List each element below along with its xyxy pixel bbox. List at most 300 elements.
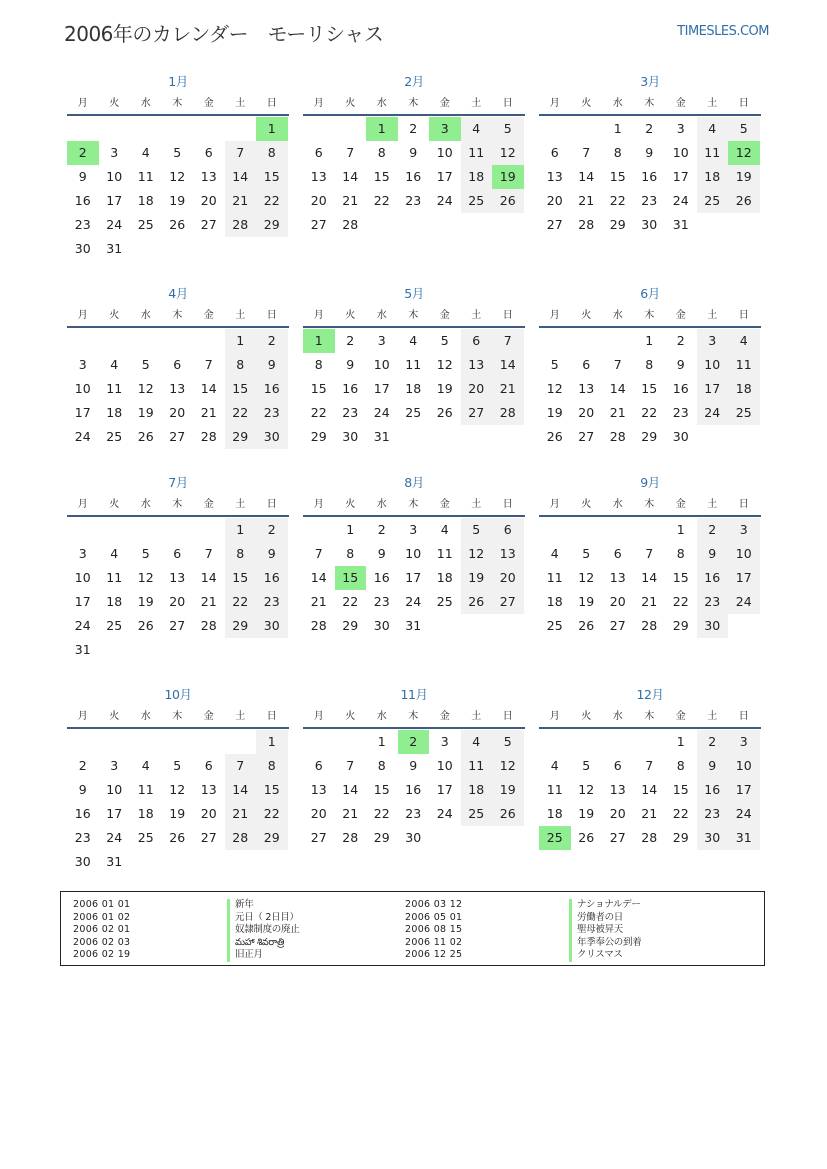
day-cell[interactable]: 14 (578, 169, 595, 184)
day-cell[interactable]: 18 (728, 377, 760, 401)
day-cell[interactable]: 13 (310, 169, 327, 184)
day-cell[interactable]: 15 (225, 377, 257, 401)
holiday-cell[interactable]: 1 (366, 117, 398, 141)
day-cell[interactable]: 3 (78, 357, 87, 372)
day-cell[interactable]: 4 (550, 546, 559, 561)
day-cell[interactable]: 30 (697, 826, 729, 850)
day-cell[interactable]: 19 (728, 165, 760, 189)
day-cell[interactable]: 26 (169, 217, 186, 232)
day-cell[interactable]: 26 (578, 618, 595, 633)
day-cell[interactable]: 16 (405, 169, 422, 184)
site-logo[interactable]: TIMESLES.COM (677, 24, 769, 39)
day-cell[interactable]: 18 (137, 806, 154, 821)
day-cell[interactable]: 4 (409, 333, 418, 348)
day-cell[interactable]: 26 (461, 590, 493, 614)
day-cell[interactable]: 11 (461, 754, 493, 778)
day-cell[interactable]: 12 (169, 782, 186, 797)
day-cell[interactable]: 28 (342, 830, 359, 845)
day-cell[interactable]: 22 (310, 405, 327, 420)
day-cell[interactable]: 16 (697, 566, 729, 590)
day-cell[interactable]: 27 (609, 618, 626, 633)
day-cell[interactable]: 10 (373, 357, 390, 372)
day-cell[interactable]: 24 (697, 401, 729, 425)
day-cell[interactable]: 7 (613, 357, 622, 372)
day-cell[interactable]: 8 (645, 357, 654, 372)
day-cell[interactable]: 13 (578, 381, 595, 396)
day-cell[interactable]: 18 (461, 165, 493, 189)
day-cell[interactable]: 14 (641, 782, 658, 797)
day-cell[interactable]: 16 (405, 782, 422, 797)
day-cell[interactable]: 15 (256, 778, 288, 802)
day-cell[interactable]: 28 (310, 618, 327, 633)
day-cell[interactable]: 24 (74, 618, 91, 633)
day-cell[interactable]: 21 (342, 806, 359, 821)
day-cell[interactable]: 22 (641, 405, 658, 420)
day-cell[interactable]: 30 (405, 830, 422, 845)
day-cell[interactable]: 20 (609, 594, 626, 609)
day-cell[interactable]: 12 (169, 169, 186, 184)
day-cell[interactable]: 28 (200, 429, 217, 444)
day-cell[interactable]: 26 (546, 429, 563, 444)
day-cell[interactable]: 7 (582, 145, 591, 160)
day-cell[interactable]: 20 (200, 806, 217, 821)
day-cell[interactable]: 16 (641, 169, 658, 184)
day-cell[interactable]: 10 (728, 542, 760, 566)
day-cell[interactable]: 26 (436, 405, 453, 420)
day-cell[interactable]: 14 (492, 353, 524, 377)
day-cell[interactable]: 3 (697, 329, 729, 353)
day-cell[interactable]: 15 (225, 566, 257, 590)
holiday-cell[interactable]: 1 (256, 117, 288, 141)
day-cell[interactable]: 8 (346, 546, 355, 561)
day-cell[interactable]: 27 (169, 429, 186, 444)
day-cell[interactable]: 6 (204, 145, 213, 160)
day-cell[interactable]: 9 (78, 169, 87, 184)
day-cell[interactable]: 6 (582, 357, 591, 372)
day-cell[interactable]: 29 (641, 429, 658, 444)
day-cell[interactable]: 26 (169, 830, 186, 845)
day-cell[interactable]: 18 (461, 778, 493, 802)
day-cell[interactable]: 30 (256, 425, 288, 449)
day-cell[interactable]: 3 (110, 145, 119, 160)
day-cell[interactable]: 2 (645, 121, 654, 136)
day-cell[interactable]: 8 (256, 141, 288, 165)
day-cell[interactable]: 7 (492, 329, 524, 353)
day-cell[interactable]: 6 (173, 546, 182, 561)
day-cell[interactable]: 31 (373, 429, 390, 444)
day-cell[interactable]: 5 (582, 546, 591, 561)
day-cell[interactable]: 1 (346, 522, 355, 537)
day-cell[interactable]: 12 (492, 754, 524, 778)
day-cell[interactable]: 15 (641, 381, 658, 396)
day-cell[interactable]: 31 (74, 642, 91, 657)
day-cell[interactable]: 23 (641, 193, 658, 208)
day-cell[interactable]: 21 (342, 193, 359, 208)
day-cell[interactable]: 14 (225, 778, 257, 802)
day-cell[interactable]: 17 (728, 566, 760, 590)
day-cell[interactable]: 19 (169, 193, 186, 208)
day-cell[interactable]: 1 (645, 333, 654, 348)
day-cell[interactable]: 25 (137, 217, 154, 232)
day-cell[interactable]: 4 (461, 730, 493, 754)
day-cell[interactable]: 17 (436, 782, 453, 797)
day-cell[interactable]: 14 (310, 570, 327, 585)
day-cell[interactable]: 26 (137, 429, 154, 444)
day-cell[interactable]: 21 (310, 594, 327, 609)
day-cell[interactable]: 27 (578, 429, 595, 444)
day-cell[interactable]: 1 (225, 518, 257, 542)
day-cell[interactable]: 29 (672, 618, 689, 633)
day-cell[interactable]: 28 (342, 217, 359, 232)
day-cell[interactable]: 16 (373, 570, 390, 585)
day-cell[interactable]: 21 (225, 189, 257, 213)
day-cell[interactable]: 28 (225, 213, 257, 237)
day-cell[interactable]: 8 (676, 758, 685, 773)
day-cell[interactable]: 7 (225, 754, 257, 778)
day-cell[interactable]: 14 (342, 782, 359, 797)
day-cell[interactable]: 15 (672, 570, 689, 585)
day-cell[interactable]: 29 (310, 429, 327, 444)
day-cell[interactable]: 6 (314, 145, 323, 160)
day-cell[interactable]: 16 (74, 193, 91, 208)
day-cell[interactable]: 20 (578, 405, 595, 420)
day-cell[interactable]: 30 (641, 217, 658, 232)
day-cell[interactable]: 5 (141, 357, 150, 372)
day-cell[interactable]: 27 (492, 590, 524, 614)
day-cell[interactable]: 21 (641, 806, 658, 821)
day-cell[interactable]: 7 (346, 758, 355, 773)
day-cell[interactable]: 12 (578, 570, 595, 585)
day-cell[interactable]: 4 (110, 357, 119, 372)
day-cell[interactable]: 15 (373, 782, 390, 797)
day-cell[interactable]: 6 (492, 518, 524, 542)
day-cell[interactable]: 28 (609, 429, 626, 444)
day-cell[interactable]: 27 (609, 830, 626, 845)
day-cell[interactable]: 14 (342, 169, 359, 184)
day-cell[interactable]: 24 (106, 830, 123, 845)
day-cell[interactable]: 17 (106, 193, 123, 208)
day-cell[interactable]: 31 (106, 241, 123, 256)
day-cell[interactable]: 3 (409, 522, 418, 537)
day-cell[interactable]: 24 (405, 594, 422, 609)
day-cell[interactable]: 13 (169, 381, 186, 396)
day-cell[interactable]: 24 (728, 590, 760, 614)
day-cell[interactable]: 25 (106, 618, 123, 633)
day-cell[interactable]: 12 (137, 570, 154, 585)
day-cell[interactable]: 15 (672, 782, 689, 797)
day-cell[interactable]: 20 (546, 193, 563, 208)
day-cell[interactable]: 20 (169, 405, 186, 420)
day-cell[interactable]: 18 (436, 570, 453, 585)
day-cell[interactable]: 31 (672, 217, 689, 232)
day-cell[interactable]: 20 (609, 806, 626, 821)
day-cell[interactable]: 2 (78, 758, 87, 773)
day-cell[interactable]: 5 (728, 117, 760, 141)
day-cell[interactable]: 29 (225, 425, 257, 449)
day-cell[interactable]: 11 (137, 782, 154, 797)
day-cell[interactable]: 13 (609, 782, 626, 797)
day-cell[interactable]: 3 (78, 546, 87, 561)
day-cell[interactable]: 20 (169, 594, 186, 609)
day-cell[interactable]: 26 (578, 830, 595, 845)
day-cell[interactable]: 6 (314, 758, 323, 773)
day-cell[interactable]: 9 (256, 353, 288, 377)
day-cell[interactable]: 24 (74, 429, 91, 444)
day-cell[interactable]: 28 (578, 217, 595, 232)
day-cell[interactable]: 11 (106, 570, 123, 585)
holiday-cell[interactable]: 2 (398, 730, 430, 754)
day-cell[interactable]: 9 (697, 542, 729, 566)
day-cell[interactable]: 14 (200, 570, 217, 585)
holiday-cell[interactable]: 2 (67, 141, 99, 165)
day-cell[interactable]: 23 (256, 590, 288, 614)
day-cell[interactable]: 3 (728, 518, 760, 542)
day-cell[interactable]: 27 (310, 830, 327, 845)
day-cell[interactable]: 12 (461, 542, 493, 566)
day-cell[interactable]: 6 (613, 546, 622, 561)
day-cell[interactable]: 20 (200, 193, 217, 208)
day-cell[interactable]: 3 (440, 734, 449, 749)
day-cell[interactable]: 11 (436, 546, 453, 561)
day-cell[interactable]: 10 (74, 381, 91, 396)
day-cell[interactable]: 12 (492, 141, 524, 165)
day-cell[interactable]: 22 (672, 594, 689, 609)
day-cell[interactable]: 7 (225, 141, 257, 165)
day-cell[interactable]: 25 (137, 830, 154, 845)
day-cell[interactable]: 18 (546, 594, 563, 609)
day-cell[interactable]: 29 (609, 217, 626, 232)
day-cell[interactable]: 11 (546, 782, 563, 797)
day-cell[interactable]: 4 (141, 145, 150, 160)
day-cell[interactable]: 18 (546, 806, 563, 821)
day-cell[interactable]: 2 (697, 730, 729, 754)
day-cell[interactable]: 11 (546, 570, 563, 585)
day-cell[interactable]: 8 (256, 754, 288, 778)
day-cell[interactable]: 18 (137, 193, 154, 208)
day-cell[interactable]: 9 (78, 782, 87, 797)
day-cell[interactable]: 19 (137, 405, 154, 420)
day-cell[interactable]: 27 (310, 217, 327, 232)
day-cell[interactable]: 23 (405, 806, 422, 821)
day-cell[interactable]: 24 (728, 802, 760, 826)
day-cell[interactable]: 29 (256, 826, 288, 850)
day-cell[interactable]: 16 (256, 566, 288, 590)
day-cell[interactable]: 5 (461, 518, 493, 542)
day-cell[interactable]: 10 (436, 145, 453, 160)
day-cell[interactable]: 16 (256, 377, 288, 401)
day-cell[interactable]: 21 (578, 193, 595, 208)
day-cell[interactable]: 22 (609, 193, 626, 208)
day-cell[interactable]: 11 (405, 357, 422, 372)
day-cell[interactable]: 10 (106, 169, 123, 184)
day-cell[interactable]: 29 (225, 614, 257, 638)
day-cell[interactable]: 22 (373, 193, 390, 208)
day-cell[interactable]: 17 (74, 405, 91, 420)
day-cell[interactable]: 27 (200, 217, 217, 232)
day-cell[interactable]: 11 (461, 141, 493, 165)
holiday-cell[interactable]: 12 (728, 141, 760, 165)
day-cell[interactable]: 10 (672, 145, 689, 160)
day-cell[interactable]: 25 (461, 802, 493, 826)
day-cell[interactable]: 17 (436, 169, 453, 184)
day-cell[interactable]: 5 (440, 333, 449, 348)
day-cell[interactable]: 24 (672, 193, 689, 208)
day-cell[interactable]: 6 (204, 758, 213, 773)
day-cell[interactable]: 31 (106, 854, 123, 869)
day-cell[interactable]: 11 (697, 141, 729, 165)
day-cell[interactable]: 26 (728, 189, 760, 213)
day-cell[interactable]: 21 (225, 802, 257, 826)
day-cell[interactable]: 7 (314, 546, 323, 561)
day-cell[interactable]: 19 (578, 594, 595, 609)
day-cell[interactable]: 5 (173, 758, 182, 773)
day-cell[interactable]: 10 (697, 353, 729, 377)
day-cell[interactable]: 18 (106, 405, 123, 420)
day-cell[interactable]: 24 (436, 806, 453, 821)
day-cell[interactable]: 2 (697, 518, 729, 542)
day-cell[interactable]: 16 (342, 381, 359, 396)
day-cell[interactable]: 5 (550, 357, 559, 372)
day-cell[interactable]: 22 (225, 590, 257, 614)
day-cell[interactable]: 2 (256, 518, 288, 542)
day-cell[interactable]: 1 (377, 734, 386, 749)
day-cell[interactable]: 9 (409, 145, 418, 160)
day-cell[interactable]: 29 (672, 830, 689, 845)
day-cell[interactable]: 10 (405, 546, 422, 561)
day-cell[interactable]: 23 (74, 217, 91, 232)
day-cell[interactable]: 12 (436, 357, 453, 372)
day-cell[interactable]: 17 (672, 169, 689, 184)
day-cell[interactable]: 28 (641, 830, 658, 845)
day-cell[interactable]: 25 (728, 401, 760, 425)
day-cell[interactable]: 8 (314, 357, 323, 372)
day-cell[interactable]: 4 (141, 758, 150, 773)
day-cell[interactable]: 25 (106, 429, 123, 444)
day-cell[interactable]: 10 (436, 758, 453, 773)
day-cell[interactable]: 5 (492, 730, 524, 754)
day-cell[interactable]: 22 (342, 594, 359, 609)
day-cell[interactable]: 14 (200, 381, 217, 396)
day-cell[interactable]: 20 (492, 566, 524, 590)
day-cell[interactable]: 8 (613, 145, 622, 160)
day-cell[interactable]: 18 (405, 381, 422, 396)
day-cell[interactable]: 26 (137, 618, 154, 633)
day-cell[interactable]: 7 (204, 546, 213, 561)
day-cell[interactable]: 17 (728, 778, 760, 802)
day-cell[interactable]: 1 (225, 329, 257, 353)
day-cell[interactable]: 30 (672, 429, 689, 444)
day-cell[interactable]: 15 (256, 165, 288, 189)
day-cell[interactable]: 30 (74, 854, 91, 869)
day-cell[interactable]: 12 (137, 381, 154, 396)
day-cell[interactable]: 11 (728, 353, 760, 377)
day-cell[interactable]: 13 (200, 782, 217, 797)
day-cell[interactable]: 16 (74, 806, 91, 821)
day-cell[interactable]: 25 (546, 618, 563, 633)
day-cell[interactable]: 1 (613, 121, 622, 136)
day-cell[interactable]: 20 (310, 193, 327, 208)
day-cell[interactable]: 6 (173, 357, 182, 372)
day-cell[interactable]: 3 (676, 121, 685, 136)
day-cell[interactable]: 10 (728, 754, 760, 778)
day-cell[interactable]: 11 (106, 381, 123, 396)
day-cell[interactable]: 3 (728, 730, 760, 754)
day-cell[interactable]: 2 (346, 333, 355, 348)
day-cell[interactable]: 21 (492, 377, 524, 401)
day-cell[interactable]: 3 (377, 333, 386, 348)
day-cell[interactable]: 9 (697, 754, 729, 778)
day-cell[interactable]: 25 (697, 189, 729, 213)
day-cell[interactable]: 8 (676, 546, 685, 561)
holiday-cell[interactable]: 25 (539, 826, 571, 850)
day-cell[interactable]: 21 (200, 405, 217, 420)
day-cell[interactable]: 15 (310, 381, 327, 396)
day-cell[interactable]: 19 (461, 566, 493, 590)
day-cell[interactable]: 9 (409, 758, 418, 773)
day-cell[interactable]: 19 (546, 405, 563, 420)
day-cell[interactable]: 24 (436, 193, 453, 208)
day-cell[interactable]: 6 (550, 145, 559, 160)
day-cell[interactable]: 23 (697, 590, 729, 614)
day-cell[interactable]: 10 (106, 782, 123, 797)
day-cell[interactable]: 13 (310, 782, 327, 797)
day-cell[interactable]: 7 (645, 758, 654, 773)
day-cell[interactable]: 27 (546, 217, 563, 232)
holiday-cell[interactable]: 19 (492, 165, 524, 189)
holiday-cell[interactable]: 3 (429, 117, 461, 141)
day-cell[interactable]: 27 (461, 401, 493, 425)
day-cell[interactable]: 9 (346, 357, 355, 372)
day-cell[interactable]: 25 (436, 594, 453, 609)
day-cell[interactable]: 14 (641, 570, 658, 585)
day-cell[interactable]: 23 (672, 405, 689, 420)
day-cell[interactable]: 25 (461, 189, 493, 213)
day-cell[interactable]: 7 (645, 546, 654, 561)
day-cell[interactable]: 15 (609, 169, 626, 184)
day-cell[interactable]: 17 (697, 377, 729, 401)
day-cell[interactable]: 21 (609, 405, 626, 420)
day-cell[interactable]: 30 (697, 614, 729, 638)
day-cell[interactable]: 19 (492, 778, 524, 802)
day-cell[interactable]: 19 (436, 381, 453, 396)
day-cell[interactable]: 22 (256, 189, 288, 213)
day-cell[interactable]: 6 (613, 758, 622, 773)
day-cell[interactable]: 28 (225, 826, 257, 850)
day-cell[interactable]: 4 (461, 117, 493, 141)
day-cell[interactable]: 13 (546, 169, 563, 184)
day-cell[interactable]: 5 (582, 758, 591, 773)
day-cell[interactable]: 24 (373, 405, 390, 420)
day-cell[interactable]: 15 (373, 169, 390, 184)
day-cell[interactable]: 18 (106, 594, 123, 609)
day-cell[interactable]: 10 (74, 570, 91, 585)
day-cell[interactable]: 17 (106, 806, 123, 821)
day-cell[interactable]: 4 (440, 522, 449, 537)
day-cell[interactable]: 6 (461, 329, 493, 353)
day-cell[interactable]: 26 (492, 189, 524, 213)
day-cell[interactable]: 8 (225, 353, 257, 377)
holiday-cell[interactable]: 15 (335, 566, 367, 590)
day-cell[interactable]: 19 (137, 594, 154, 609)
day-cell[interactable]: 16 (697, 778, 729, 802)
day-cell[interactable]: 17 (74, 594, 91, 609)
day-cell[interactable]: 29 (342, 618, 359, 633)
day-cell[interactable]: 1 (676, 734, 685, 749)
day-cell[interactable]: 12 (546, 381, 563, 396)
day-cell[interactable]: 1 (256, 730, 288, 754)
day-cell[interactable]: 19 (578, 806, 595, 821)
day-cell[interactable]: 30 (74, 241, 91, 256)
